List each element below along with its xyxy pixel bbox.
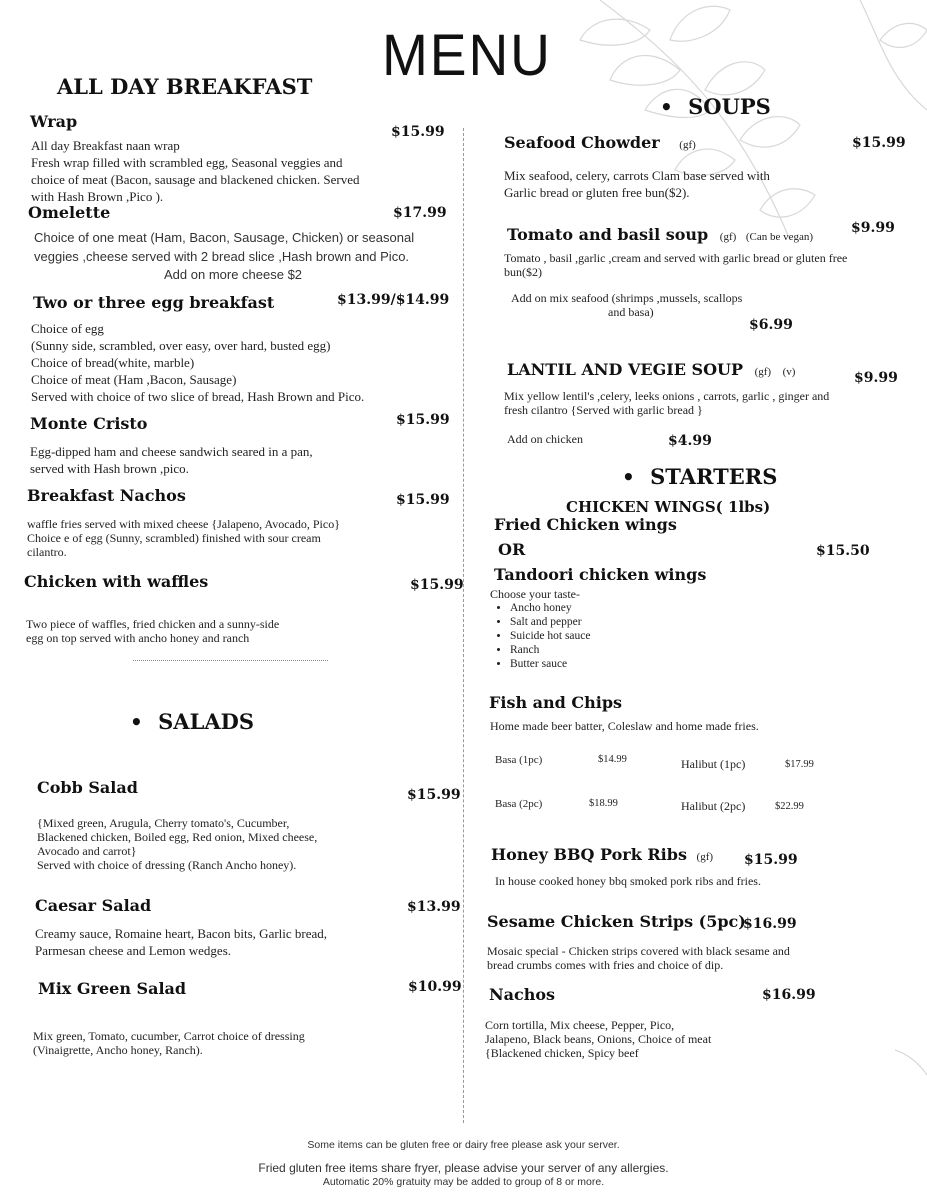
vegan-tag: (Can be vegan) <box>745 231 814 243</box>
basa-1pc-label: Basa (1pc) <box>495 754 543 766</box>
halibut-1pc-label: Halibut (1pc) <box>681 757 746 771</box>
list-item: • Ancho honey <box>510 601 590 615</box>
gluten-free-tag: (gf) <box>719 231 737 243</box>
lentil-soup-price: $9.99 <box>854 370 898 386</box>
nachos-price: $16.99 <box>762 987 816 1003</box>
list-item: • Butter sauce <box>510 657 590 671</box>
section-starters-title: • STARTERS <box>622 464 778 489</box>
footer-note-fryer: Fried gluten free items share fryer, please advise your server of any allergies. <box>258 1161 669 1175</box>
breakfast-nachos-name: Breakfast Nachos <box>27 486 186 505</box>
wrap-name: Wrap <box>30 112 78 131</box>
wrap-description: All day Breakfast naan wrap Fresh wrap filled with scrambled egg, Seasonal veggies and choice of meat (Bacon, sausage and blackened chicken. Served with Hash Brown ,Pico ). <box>31 138 360 204</box>
omelette-description: Choice of one meat (Ham, Bacon, Sausage, Chicken) or seasonal veggies ,cheese served with 2 bread slice ,Hash brown and Pico. Add on more cheese $2 <box>34 230 415 282</box>
gluten-free-tag: (gf) <box>754 366 772 378</box>
lentil-soup-name: LANTIL AND VEGIE SOUP (gf) (v) <box>507 360 796 379</box>
fish-chips-description: Home made beer batter, Coleslaw and home made fries. <box>490 719 759 733</box>
basa-2pc-label: Basa (2pc) <box>495 798 543 810</box>
breakfast-nachos-description: waffle fries served with mixed cheese {Jalapeno, Avocado, Pico} Choice e of egg (Sunny, scrambled) finished with sour cream cilantro. <box>27 517 340 559</box>
monte-cristo-price: $15.99 <box>396 412 450 428</box>
pork-ribs-name: Honey BBQ Pork Ribs (gf) <box>491 845 714 864</box>
lentil-soup-addon-price: $4.99 <box>668 433 712 449</box>
halibut-2pc-label: Halibut (2pc) <box>681 799 746 813</box>
taste-label: Choose your taste- <box>490 587 580 601</box>
section-breakfast-title: ALL DAY BREAKFAST <box>57 74 313 99</box>
seafood-chowder-name: Seafood Chowder (gf) <box>504 133 696 152</box>
caesar-salad-name: Caesar Salad <box>35 896 152 915</box>
basa-2pc-price: $18.99 <box>589 798 618 809</box>
mix-green-salad-description: Mix green, Tomato, cucumber, Carrot choice of dressing (Vinaigrette, Ancho honey, Ranch). <box>33 1029 305 1057</box>
sesame-chicken-price: $16.99 <box>743 916 797 932</box>
cobb-salad-description: {Mixed green, Arugula, Cherry tomato's, Cucumber, Blackened chicken, Boiled egg, Red onion, Mixed cheese, Avocado and carrot} Served with choice of dressing (Ranch Ancho honey). <box>37 816 318 872</box>
tomato-soup-addon: Add on mix seafood (shrimps ,mussels, scallops and basa) <box>511 291 743 319</box>
section-soups-title: • SOUPS <box>660 94 771 119</box>
taste-list <box>490 601 590 671</box>
halibut-2pc-price: $22.99 <box>775 801 804 812</box>
bullet-icon: • <box>622 465 635 489</box>
omelette-price: $17.99 <box>393 205 447 221</box>
sesame-chicken-description: Mosaic special - Chicken strips covered with black sesame and bread crumbs comes with fries and choice of dip. <box>487 944 790 972</box>
cobb-salad-name: Cobb Salad <box>37 778 138 797</box>
pork-ribs-description: In house cooked honey bbq smoked pork ribs and fries. <box>495 874 761 888</box>
nachos-name: Nachos <box>489 985 556 1004</box>
gluten-free-tag: (gf) <box>696 851 714 863</box>
bullet-icon: • <box>130 710 143 734</box>
nachos-description: Corn tortilla, Mix cheese, Pepper, Pico, Jalapeno, Black beans, Onions, Choice of meat {Blackened chicken, Spicy beef <box>485 1018 712 1060</box>
cobb-salad-price: $15.99 <box>407 787 461 803</box>
monte-cristo-name: Monte Cristo <box>30 414 148 433</box>
list-item: • Salt and pepper <box>510 615 590 629</box>
list-item: • Ranch <box>510 643 590 657</box>
tomato-soup-price: $9.99 <box>851 220 895 236</box>
footer-note-gratuity: Automatic 20% gratuity may be added to group of 8 or more. <box>322 1176 605 1188</box>
tomato-soup-addon-price: $6.99 <box>749 317 793 333</box>
caesar-salad-price: $13.99 <box>407 899 461 915</box>
breakfast-nachos-price: $15.99 <box>396 492 450 508</box>
mix-green-salad-price: $10.99 <box>408 979 462 995</box>
list-item: • Suicide hot sauce <box>510 629 590 643</box>
footer-note-gluten: Some items can be gluten free or dairy free please ask your server. <box>307 1139 620 1151</box>
tomato-soup-description: Tomato , basil ,garlic ,cream and served with garlic bread or gluten free bun($2) <box>504 251 848 279</box>
caesar-salad-description: Creamy sauce, Romaine heart, Bacon bits, Garlic bread, Parmesan cheese and Lemon wedges. <box>35 926 328 958</box>
lentil-soup-addon: Add on chicken <box>507 432 583 446</box>
mix-green-salad-name: Mix Green Salad <box>38 979 187 998</box>
tandoori-wings-name: Tandoori chicken wings <box>494 565 707 584</box>
monte-cristo-description: Egg-dipped ham and cheese sandwich seared in a pan, served with Hash brown ,pico. <box>30 444 313 476</box>
seafood-chowder-description: Mix seafood, celery, carrots Clam base served with Garlic bread or gluten free bun($2). <box>504 168 770 200</box>
basa-1pc-price: $14.99 <box>598 754 627 765</box>
sesame-chicken-name: Sesame Chicken Strips (5pc) <box>487 912 746 931</box>
omelette-name: Omelette <box>28 203 111 222</box>
leaf-decoration-small <box>895 1040 927 1080</box>
section-separator <box>133 660 328 661</box>
wrap-price: $15.99 <box>391 124 445 140</box>
vegetarian-tag: (v) <box>782 366 796 378</box>
or-label: OR <box>498 540 526 559</box>
pork-ribs-price: $15.99 <box>744 852 798 868</box>
egg-breakfast-description: Choice of egg (Sunny side, scrambled, over easy, over hard, busted egg) Choice of bread(white, marble) Choice of meat (Ham ,Bacon, Sausage) Served with choice of two slice of bread, Hash Brown and Pico. <box>31 321 365 404</box>
egg-breakfast-price: $13.99/$14.99 <box>337 292 450 308</box>
chicken-waffles-price: $15.99 <box>410 577 464 593</box>
fried-chicken-wings-name: Fried Chicken wings <box>494 515 677 534</box>
seafood-chowder-price: $15.99 <box>852 135 906 151</box>
bullet-icon: • <box>660 95 673 119</box>
column-divider <box>463 128 464 1123</box>
page-title: MENU <box>382 23 552 88</box>
lentil-soup-description: Mix yellow lentil's ,celery, leeks onions , carrots, garlic , ginger and fresh cilantro {Served with garlic bread } <box>504 389 830 417</box>
egg-breakfast-name: Two or three egg breakfast <box>33 293 275 312</box>
section-salads-title: • SALADS <box>130 709 255 734</box>
chicken-wings-price: $15.50 <box>816 543 870 559</box>
gluten-free-tag: (gf) <box>679 139 696 151</box>
fish-chips-name: Fish and Chips <box>489 693 623 712</box>
tomato-soup-name: Tomato and basil soup (gf) (Can be vegan) <box>507 225 814 244</box>
chicken-waffles-description: Two piece of waffles, fried chicken and a sunny-side egg on top served with ancho honey and ranch <box>26 617 280 645</box>
chicken-wings-heading: CHICKEN WINGS( 1lbs) <box>566 498 771 516</box>
chicken-waffles-name: Chicken with waffles <box>24 572 209 591</box>
halibut-1pc-price: $17.99 <box>785 759 814 770</box>
